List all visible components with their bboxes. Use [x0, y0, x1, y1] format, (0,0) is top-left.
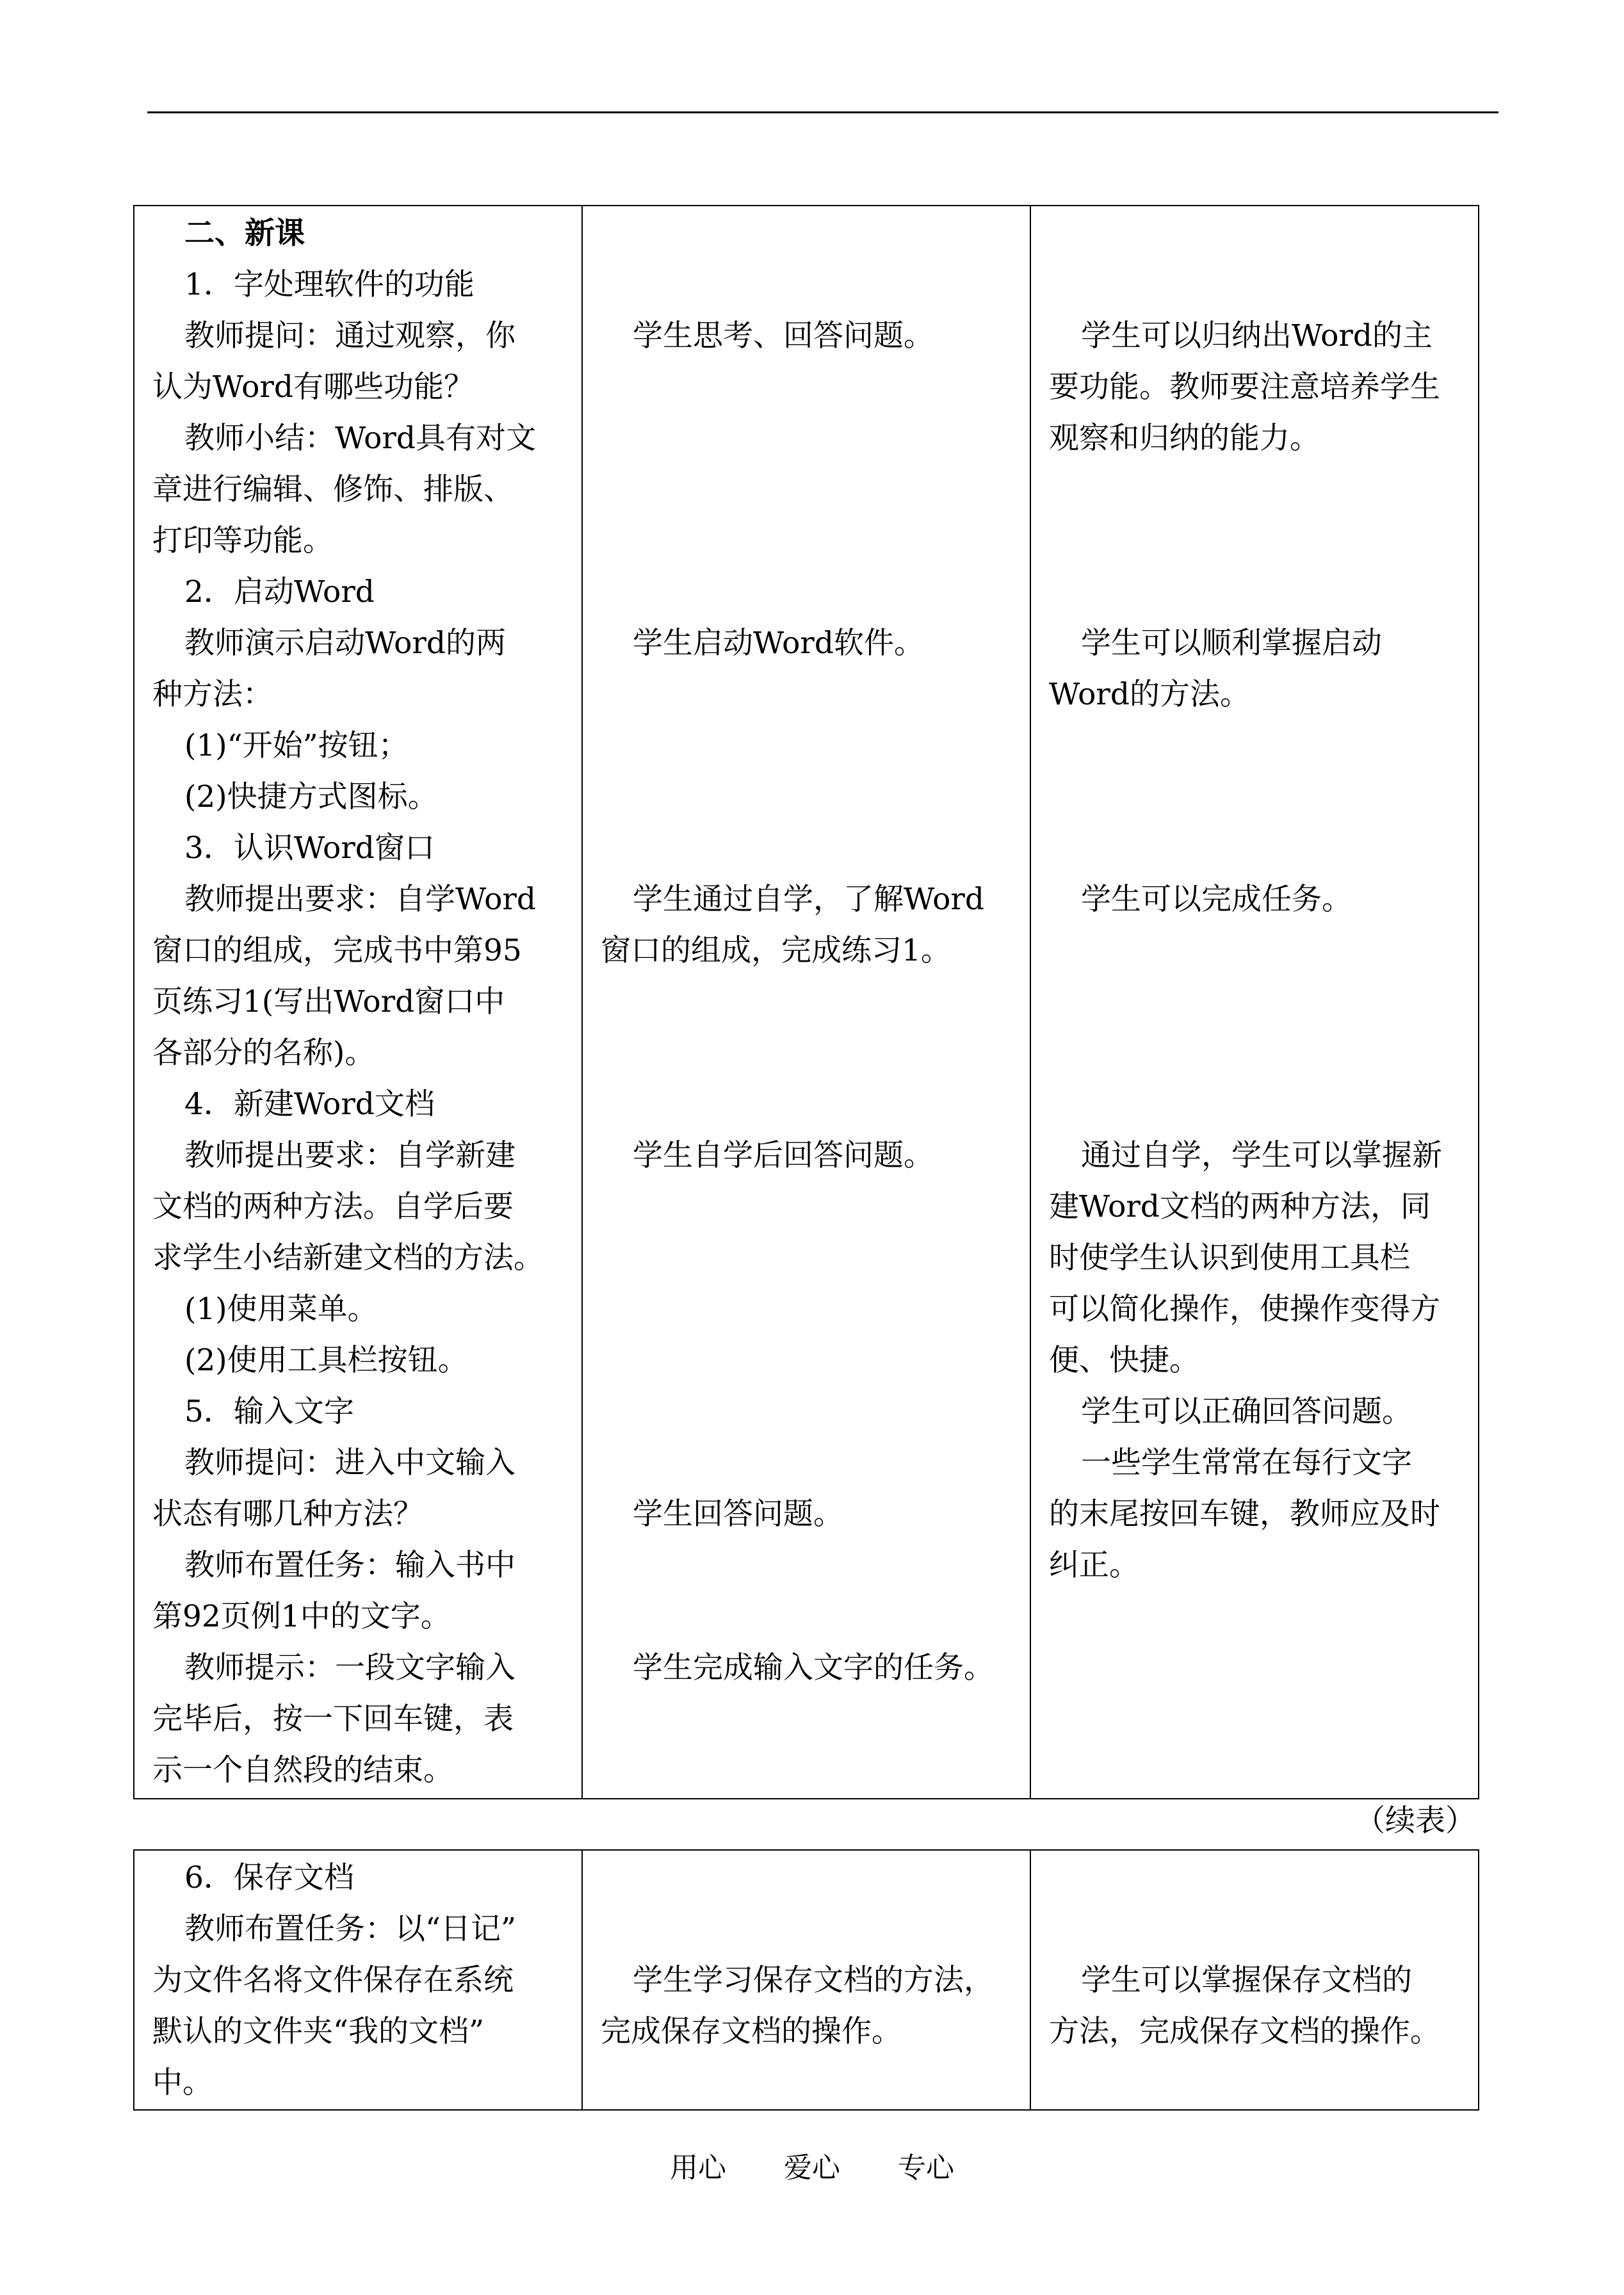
text-line: 学生学习保存文档的方法，	[633, 1963, 994, 1998]
text-line: (2)使用工具栏按钮。	[184, 1343, 468, 1378]
text-line: 为文件名将文件保存在系统	[152, 1963, 514, 1998]
student-activity-cell	[582, 206, 1030, 1799]
text-line: 学生完成输入文字的任务。	[633, 1650, 994, 1685]
text-line: 教师提问：进入中文输入	[184, 1445, 516, 1480]
text-line: 学生自学后回答问题。	[633, 1138, 934, 1173]
text-line: 教师提问：通过观察，你	[184, 318, 516, 353]
text-line: 章进行编辑、修饰、排版、	[152, 472, 514, 507]
text-line: 的末尾按回车键，教师应及时	[1049, 1496, 1440, 1532]
section-heading: 二、新课	[184, 216, 305, 251]
text-line: 第92页例1中的文字。	[152, 1599, 451, 1634]
continued-label: （续表）	[1355, 1803, 1475, 1838]
subsection-heading: 4．新建Word文档	[184, 1087, 435, 1122]
text-line: 示一个自然段的结束。	[152, 1753, 453, 1788]
text-line: 观察和归纳的能力。	[1049, 421, 1320, 456]
text-line: 求学生小结新建文档的方法。	[152, 1240, 544, 1276]
table-row	[134, 1850, 1479, 2110]
text-line: 教师提出要求：自学Word	[184, 882, 536, 917]
text-line: 一些学生常常在每行文字	[1081, 1445, 1412, 1480]
text-line: 各部分的名称)。	[152, 1035, 375, 1071]
text-line: (1)“开始”按钮；	[184, 728, 409, 763]
text-line: 要功能。教师要注意培养学生	[1049, 369, 1440, 405]
text-line: 默认的文件夹“我的文档”	[152, 2014, 485, 2049]
design-intent-cell	[1030, 206, 1479, 1799]
text-line: Word的方法。	[1049, 677, 1250, 712]
lesson-table-continued	[133, 1849, 1479, 2111]
subsection-heading: 3．认识Word窗口	[184, 831, 435, 866]
text-line: 教师提示：一段文字输入	[184, 1650, 516, 1685]
subsection-heading: 5．输入文字	[184, 1394, 354, 1429]
text-line: 教师提出要求：自学新建	[184, 1138, 516, 1173]
text-line: 方法，完成保存文档的操作。	[1049, 2014, 1440, 2049]
text-line: 状态有哪几种方法？	[152, 1496, 423, 1532]
text-line: 可以简化操作，使操作变得方	[1049, 1292, 1440, 1327]
subsection-heading: 2．启动Word	[184, 574, 375, 610]
text-line: 教师布置任务：输入书中	[184, 1548, 516, 1583]
text-line: 建Word文档的两种方法，同	[1049, 1189, 1431, 1224]
footer-word: 用心	[670, 2152, 726, 2184]
table-row	[134, 206, 1479, 1799]
text-line: 教师小结：Word具有对文	[184, 421, 536, 456]
footer-word: 爱心	[784, 2152, 840, 2184]
subsection-heading: 6．保存文档	[184, 1860, 354, 1895]
text-line: 学生回答问题。	[633, 1496, 843, 1532]
text-line: 完毕后，按一下回车键，表	[152, 1701, 514, 1737]
text-line: 学生启动Word软件。	[633, 626, 924, 661]
text-line: 纠正。	[1049, 1548, 1139, 1583]
footer-word: 专心	[898, 2152, 954, 2184]
text-line: 学生可以完成任务。	[1081, 882, 1352, 917]
text-line: 便、快捷。	[1049, 1343, 1199, 1378]
page-footer	[0, 2154, 1624, 2182]
text-line: 中。	[152, 2065, 213, 2100]
text-line: (1)使用菜单。	[184, 1292, 378, 1327]
text-line: (2)快捷方式图标。	[184, 779, 438, 815]
text-line: 完成保存文档的操作。	[601, 2014, 902, 2049]
header-rule	[147, 111, 1498, 113]
text-line: 学生可以归纳出Word的主	[1081, 318, 1433, 353]
student-activity-cell	[582, 1850, 1030, 2110]
text-line: 种方法：	[152, 677, 273, 712]
subsection-heading: 1．字处理软件的功能	[184, 267, 475, 302]
text-line: 时使学生认识到使用工具栏	[1049, 1240, 1410, 1276]
text-line: 学生思考、回答问题。	[633, 318, 934, 353]
text-line: 教师布置任务：以“日记”	[184, 1911, 517, 1947]
text-line: 通过自学，学生可以掌握新	[1081, 1138, 1442, 1173]
text-line: 学生可以顺利掌握启动	[1081, 626, 1382, 661]
text-line: 窗口的组成，完成书中第95	[152, 933, 522, 968]
teacher-activity-cell	[134, 206, 582, 1799]
text-line: 认为Word有哪些功能？	[152, 369, 474, 405]
text-line: 教师演示启动Word的两	[184, 626, 506, 661]
lesson-table	[133, 205, 1479, 1799]
text-line: 打印等功能。	[152, 523, 333, 558]
text-line: 学生可以掌握保存文档的	[1081, 1963, 1412, 1998]
text-line: 页练习1(写出Word窗口中	[152, 984, 505, 1019]
text-line: 学生可以正确回答问题。	[1081, 1394, 1412, 1429]
design-intent-cell	[1030, 1850, 1479, 2110]
teacher-activity-cell	[134, 1850, 582, 2110]
text-line: 窗口的组成，完成练习1。	[601, 933, 951, 968]
text-line: 文档的两种方法。自学后要	[152, 1189, 514, 1224]
text-line: 学生通过自学，了解Word	[633, 882, 984, 917]
